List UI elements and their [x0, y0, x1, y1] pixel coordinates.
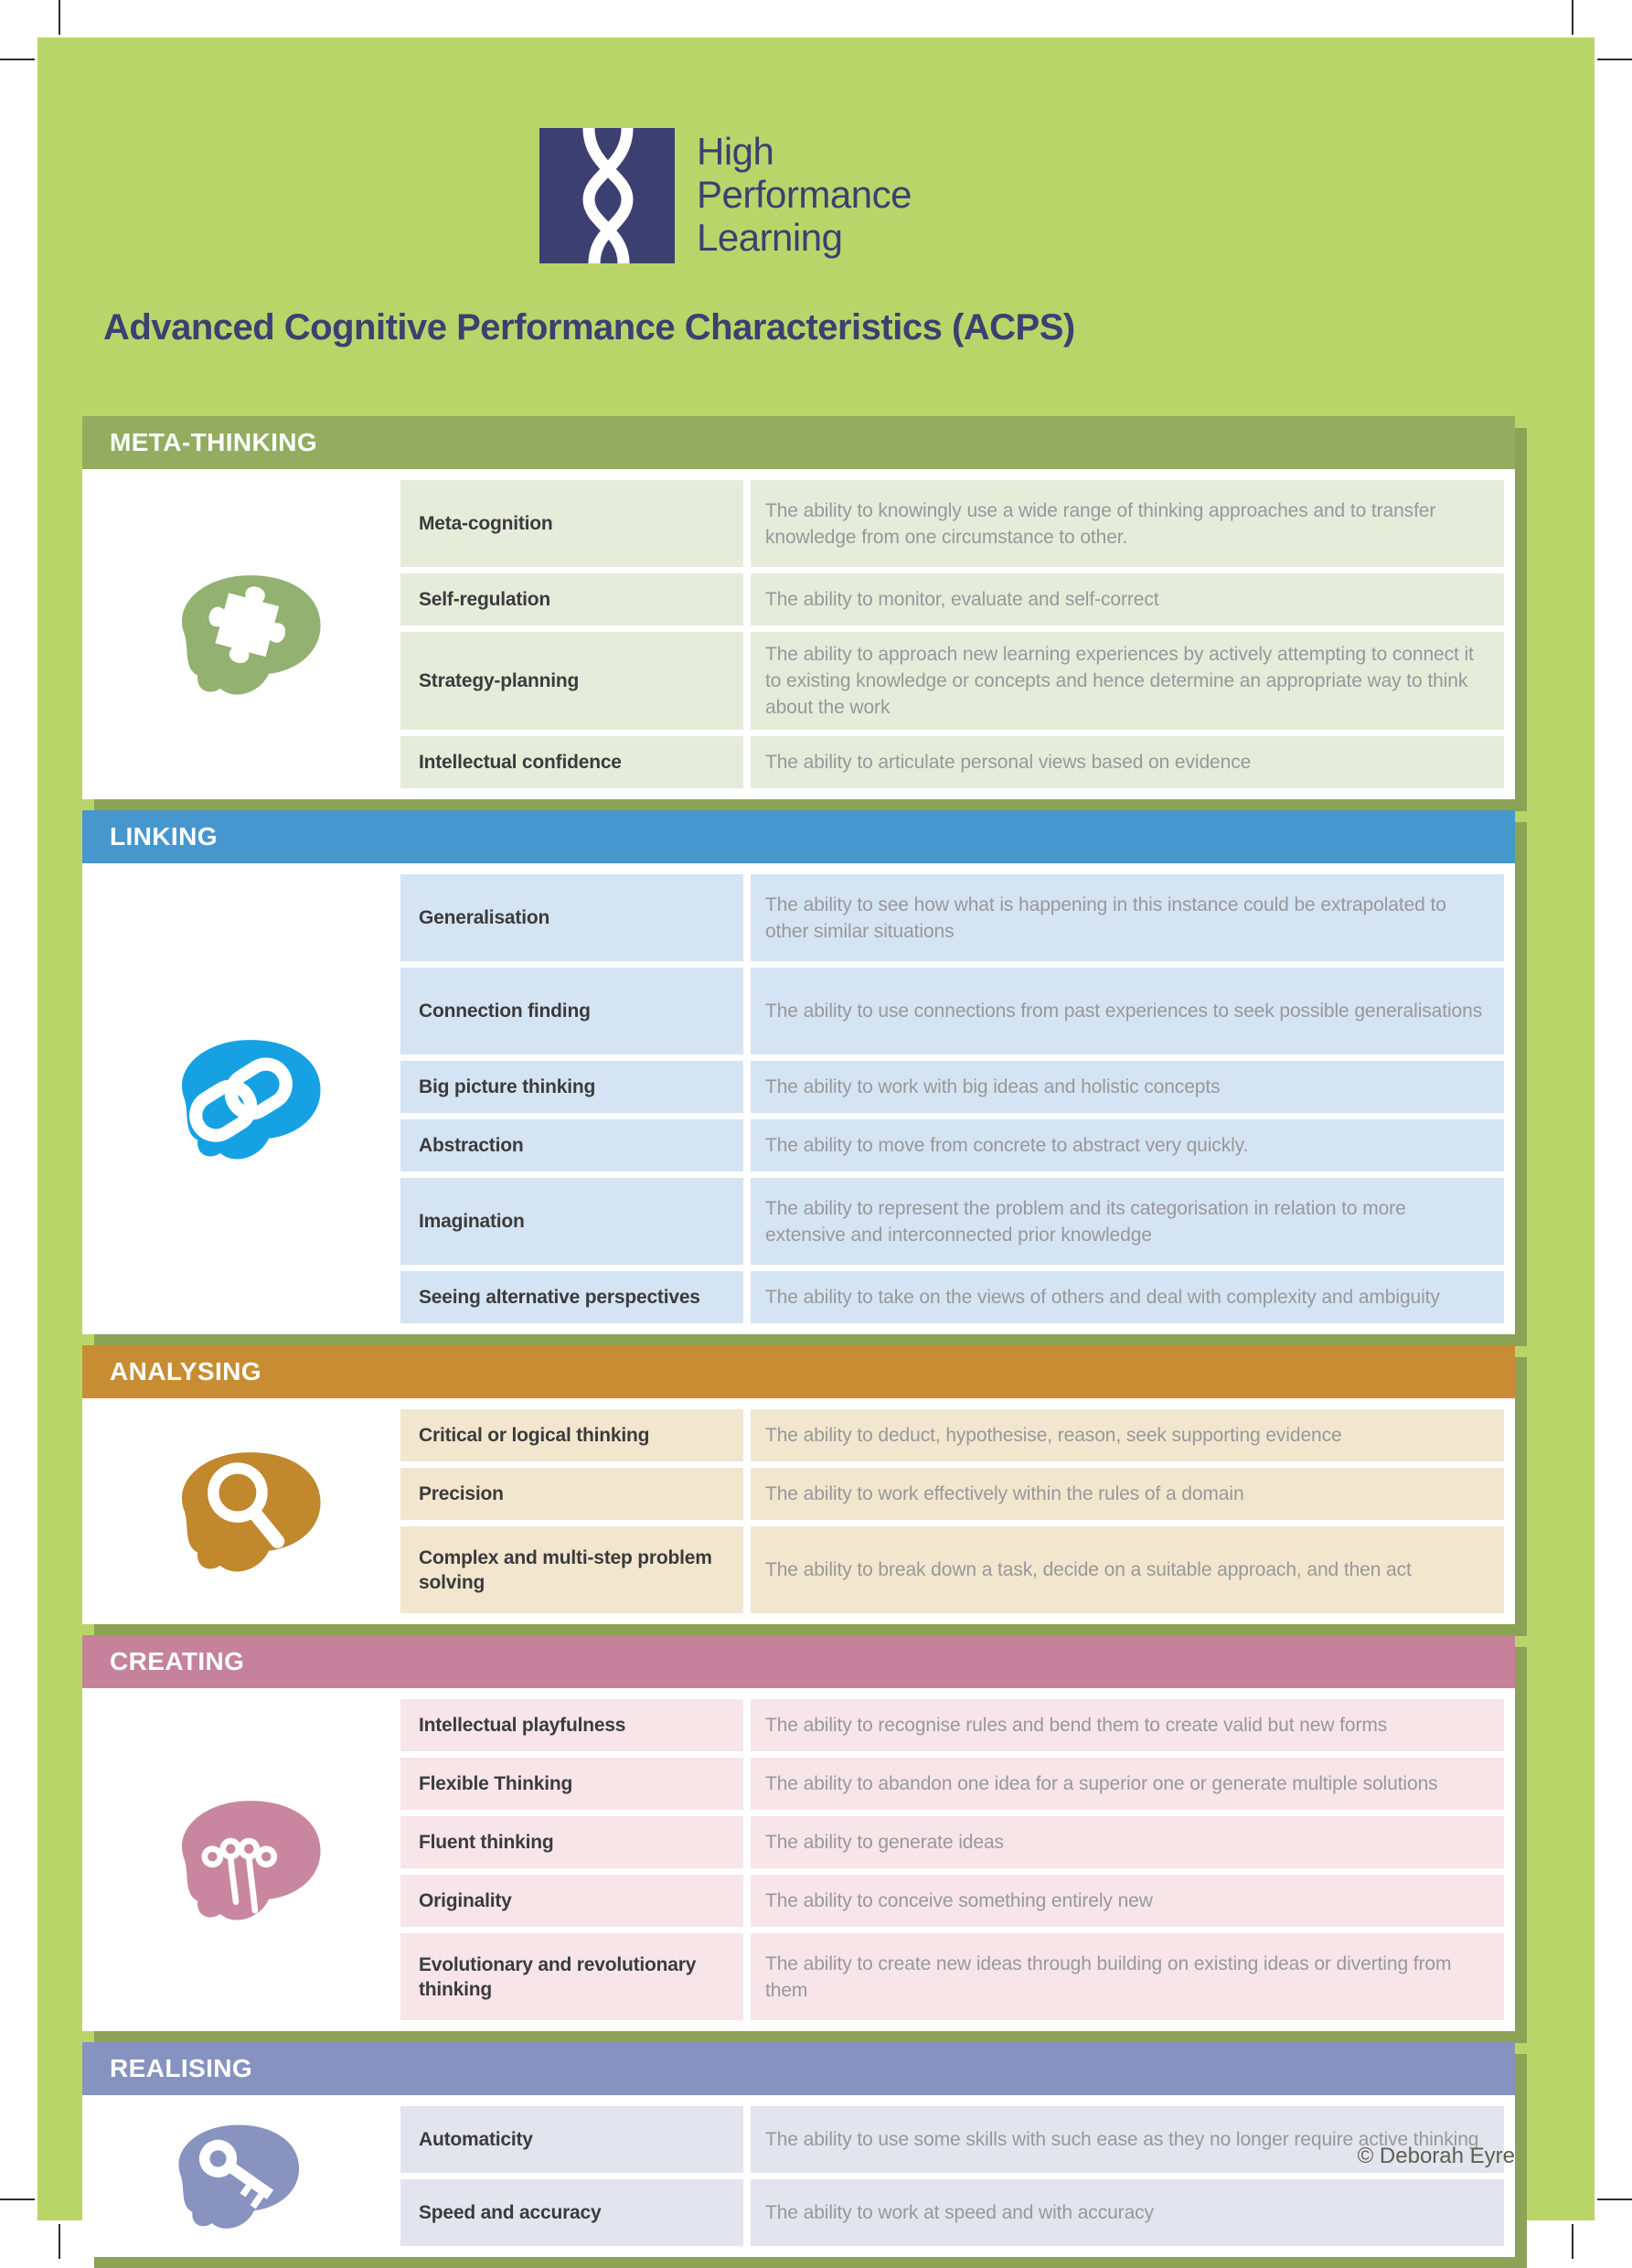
table-row	[400, 736, 1504, 788]
sections-container	[82, 416, 1515, 2268]
table-row	[400, 2179, 1504, 2246]
characteristic-term: Speed and accuracy	[400, 2179, 743, 2246]
characteristic-description: The ability to deduct, hypothesise, reason, seek supporting evidence	[751, 1409, 1504, 1461]
table-row	[400, 968, 1504, 1054]
characteristic-description: The ability to articulate personal views based on evidence	[751, 736, 1504, 788]
brand-name	[697, 128, 912, 263]
section-linking	[82, 810, 1515, 1334]
table-row	[400, 1816, 1504, 1868]
characteristic-description: The ability to approach new learning experiences by actively attempting to connect it to existing knowledge or concepts and hence determine an appropriate way to think about the work	[751, 632, 1504, 730]
characteristic-term: Originality	[400, 1875, 743, 1927]
table-row	[400, 874, 1504, 961]
characteristic-term: Fluent thinking	[400, 1816, 743, 1868]
table-row	[400, 1875, 1504, 1927]
characteristic-term: Evolutionary and revolutionary thinking	[400, 1933, 743, 2020]
key-icon	[155, 2116, 311, 2237]
table-row	[400, 1178, 1504, 1265]
brand-line: Learning	[697, 216, 843, 259]
characteristic-description: The ability to represent the problem and its categorisation in relation to more extensive and interconnected prior knowledge	[751, 1178, 1504, 1265]
section-header: CREATING	[82, 1635, 1515, 1688]
section-header: ANALYSING	[82, 1345, 1515, 1398]
section-header: REALISING	[82, 2042, 1515, 2095]
characteristic-term: Intellectual confidence	[400, 736, 743, 788]
characteristic-term: Meta-cognition	[400, 480, 743, 567]
table-row	[400, 1933, 1504, 2020]
brain-puzzle-icon	[155, 565, 334, 704]
section-analysing	[82, 1345, 1515, 1624]
characteristic-term: Connection finding	[400, 968, 743, 1054]
table-row	[400, 1061, 1504, 1113]
section-header: META-THINKING	[82, 416, 1515, 469]
crop-mark	[0, 59, 35, 60]
characteristic-description: The ability to monitor, evaluate and self-correct	[751, 573, 1504, 626]
crop-mark	[1597, 59, 1632, 60]
characteristic-term: Strategy-planning	[400, 632, 743, 730]
characteristic-term: Self-regulation	[400, 573, 743, 626]
brand-line: Performance	[697, 173, 912, 216]
characteristic-description: The ability to use some skills with such ease as they no longer require active thinking	[751, 2106, 1504, 2173]
crop-mark	[59, 0, 60, 35]
crop-mark	[1572, 0, 1573, 35]
characteristic-term: Complex and multi-step problem solving	[400, 1526, 743, 1613]
characteristic-description: The ability to recognise rules and bend them to create valid but new forms	[751, 1699, 1504, 1751]
section-meta-thinking	[82, 416, 1515, 799]
table-row	[400, 1758, 1504, 1810]
copyright-notice: © Deborah Eyre	[1357, 2144, 1515, 2168]
table-row	[400, 1526, 1504, 1613]
page-title: Advanced Cognitive Performance Characteristics (ACPS)	[103, 307, 1075, 348]
section-body	[82, 2095, 1515, 2257]
section-body	[82, 1688, 1515, 2031]
characteristic-term: Automaticity	[400, 2106, 743, 2173]
crop-mark	[1572, 2224, 1573, 2259]
characteristic-description: The ability to break down a task, decide on a suitable approach, and then act	[751, 1526, 1504, 1613]
table-row	[400, 632, 1504, 730]
hpl-logo	[539, 128, 912, 263]
table-row	[400, 573, 1504, 626]
characteristic-description: The ability to work effectively within the rules of a domain	[751, 1468, 1504, 1520]
table-row	[400, 1409, 1504, 1461]
characteristic-description: The ability to abandon one idea for a superior one or generate multiple solutions	[751, 1758, 1504, 1810]
characteristic-description: The ability to conceive something entirely new	[751, 1875, 1504, 1927]
characteristic-description: The ability to see how what is happening in this instance could be extrapolated to other similar situations	[751, 874, 1504, 961]
characteristic-term: Generalisation	[400, 874, 743, 961]
table-row	[400, 1271, 1504, 1323]
flower-loops-icon	[155, 1791, 334, 1930]
characteristic-term: Precision	[400, 1468, 743, 1520]
crop-mark	[1597, 2198, 1632, 2200]
section-body	[82, 469, 1515, 799]
section-creating	[82, 1635, 1515, 2031]
brand-line: High	[697, 130, 774, 173]
characteristic-term: Critical or logical thinking	[400, 1409, 743, 1461]
table-row	[400, 480, 1504, 567]
crop-mark	[0, 2198, 35, 2200]
table-row	[400, 1699, 1504, 1751]
section-body	[82, 863, 1515, 1334]
characteristic-description: The ability to take on the views of others and deal with complexity and ambiguity	[751, 1271, 1504, 1323]
characteristic-term: Intellectual playfulness	[400, 1699, 743, 1751]
characteristic-term: Flexible Thinking	[400, 1758, 743, 1810]
section-header: LINKING	[82, 810, 1515, 863]
characteristic-description: The ability to knowingly use a wide range of thinking approaches and to transfer knowledge from one circumstance to other.	[751, 480, 1504, 567]
table-row	[400, 1468, 1504, 1520]
characteristic-description: The ability to use connections from past experiences to seek possible generalisations	[751, 968, 1504, 1054]
section-body	[82, 1398, 1515, 1624]
characteristic-description: The ability to work at speed and with accuracy	[751, 2179, 1504, 2246]
characteristic-description: The ability to create new ideas through building on existing ideas or diverting from them	[751, 1933, 1504, 2020]
characteristic-term: Imagination	[400, 1178, 743, 1265]
crop-mark	[59, 2224, 60, 2259]
magnifier-icon	[155, 1442, 334, 1581]
characteristic-term: Abstraction	[400, 1119, 743, 1171]
chain-links-icon	[155, 1030, 334, 1169]
characteristic-description: The ability to generate ideas	[751, 1816, 1504, 1868]
twisted-strands-icon	[539, 128, 675, 263]
characteristic-description: The ability to work with big ideas and holistic concepts	[751, 1061, 1504, 1113]
table-row	[400, 1119, 1504, 1171]
characteristic-term: Seeing alternative perspectives	[400, 1271, 743, 1323]
characteristic-description: The ability to move from concrete to abstract very quickly.	[751, 1119, 1504, 1171]
characteristic-term: Big picture thinking	[400, 1061, 743, 1113]
